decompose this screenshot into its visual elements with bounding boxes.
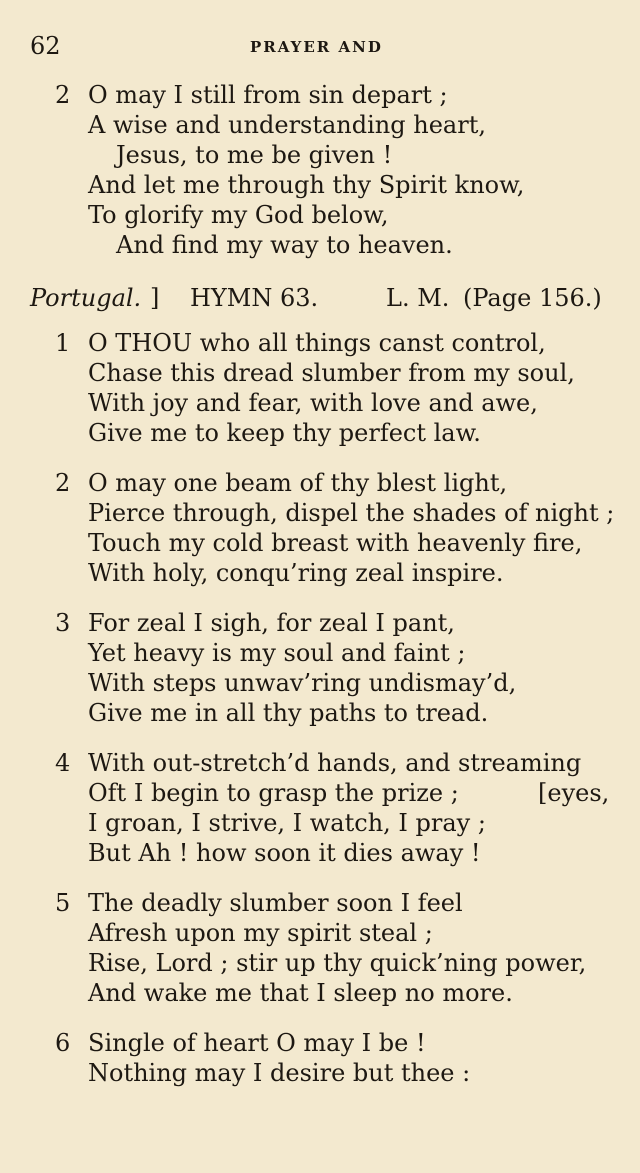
verse-text: With steps unwav’ring undismay’d, xyxy=(88,669,517,697)
verse-text: With holy, conqu’ring zeal inspire. xyxy=(88,559,504,587)
verse-text: For zeal I sigh, for zeal I pant, xyxy=(88,609,455,637)
verse-text: A wise and understanding heart, xyxy=(88,111,486,139)
verse-text: With out-stretch’d hands, and streaming xyxy=(88,749,582,777)
verse-line xyxy=(0,638,640,668)
verse-text: To glorify my God below, xyxy=(88,201,389,229)
verse-line xyxy=(0,418,640,448)
stanza-3 xyxy=(0,608,640,728)
verse-text: Oft I begin to grasp the prize ; xyxy=(88,779,459,807)
verse-text: I groan, I strive, I watch, I pray ; xyxy=(88,809,486,837)
verse-line xyxy=(0,170,640,200)
verse-text: Give me to keep thy perfect law. xyxy=(88,419,481,447)
verse-line xyxy=(0,978,640,1008)
verse-line xyxy=(0,110,640,140)
verse-text: Chase this dread slumber from my soul, xyxy=(88,359,575,387)
stanza-6 xyxy=(0,1028,640,1088)
verse-text: Jesus, to me be given ! xyxy=(116,141,393,169)
verse-text: Rise, Lord ; stir up thy quick’ning power, xyxy=(88,949,587,977)
hymn-meter: L. M. xyxy=(386,284,450,312)
verse-line xyxy=(0,1028,640,1058)
verse-line xyxy=(0,608,640,638)
verse-text: Nothing may I desire but thee : xyxy=(88,1059,471,1087)
verse-line xyxy=(0,918,640,948)
verse-text: But Ah ! how soon it dies away ! xyxy=(88,839,481,867)
verse-text: And find my way to heaven. xyxy=(116,231,453,259)
page-reference: (Page 156.) xyxy=(463,284,602,312)
stanza-number: 1 xyxy=(55,329,71,357)
tune-name: Portugal. xyxy=(30,284,142,312)
stanza-5 xyxy=(0,888,640,1008)
page-number: 62 xyxy=(30,32,61,60)
verse-line xyxy=(0,948,640,978)
verse-line xyxy=(0,498,640,528)
hymn-title: HYMN 63. xyxy=(190,284,319,312)
verse-line xyxy=(0,558,640,588)
stanza-number: 2 xyxy=(55,81,71,109)
verse-line xyxy=(0,778,640,808)
verse-line xyxy=(0,1058,640,1088)
verse-line xyxy=(0,698,640,728)
turnover-word: [eyes, xyxy=(538,779,610,807)
stanza-number: 5 xyxy=(55,889,71,917)
tune-bracket: ] xyxy=(150,284,160,312)
verse-line xyxy=(0,888,640,918)
verse-line xyxy=(0,200,640,230)
verse-text: O THOU who all things canst control, xyxy=(88,329,546,357)
verse-text: O may I still from sin depart ; xyxy=(88,81,448,109)
stanza-2 xyxy=(0,468,640,588)
verse-text: Touch my cold breast with heavenly fire, xyxy=(88,529,583,557)
verse-line xyxy=(0,838,640,868)
verse-text: Afresh upon my spirit steal ; xyxy=(88,919,433,947)
verse-line xyxy=(0,328,640,358)
verse-line xyxy=(0,80,640,110)
verse-text: With joy and fear, with love and awe, xyxy=(88,389,538,417)
verse-line xyxy=(0,528,640,558)
verse-line xyxy=(0,140,640,170)
stanza-number: 6 xyxy=(55,1029,71,1057)
verse-text: And wake me that I sleep no more. xyxy=(88,979,513,1007)
verse-text: The deadly slumber soon I feel xyxy=(88,889,463,917)
verse-text: And let me through thy Spirit know, xyxy=(88,171,525,199)
verse-line xyxy=(0,468,640,498)
stanza-number: 3 xyxy=(55,609,71,637)
verse-line xyxy=(0,808,640,838)
verse-text: Pierce through, dispel the shades of night ; xyxy=(88,499,615,527)
verse-line xyxy=(0,668,640,698)
stanza-4 xyxy=(0,748,640,868)
page-header xyxy=(0,32,640,62)
stanza-1 xyxy=(0,328,640,448)
stanza-number: 4 xyxy=(55,749,71,777)
verse-text: Give me in all thy paths to tread. xyxy=(88,699,489,727)
previous-hymn-stanza xyxy=(0,80,640,260)
hymn-heading xyxy=(0,284,640,318)
stanza-number: 2 xyxy=(55,469,71,497)
verse-line xyxy=(0,388,640,418)
verse-text: Yet heavy is my soul and faint ; xyxy=(88,639,466,667)
verse-text: O may one beam of thy blest light, xyxy=(88,469,508,497)
verse-line xyxy=(0,358,640,388)
verse-text: Single of heart O may I be ! xyxy=(88,1029,426,1057)
running-title: PRAYER AND xyxy=(250,38,383,56)
verse-line xyxy=(0,230,640,260)
verse-line xyxy=(0,748,640,778)
